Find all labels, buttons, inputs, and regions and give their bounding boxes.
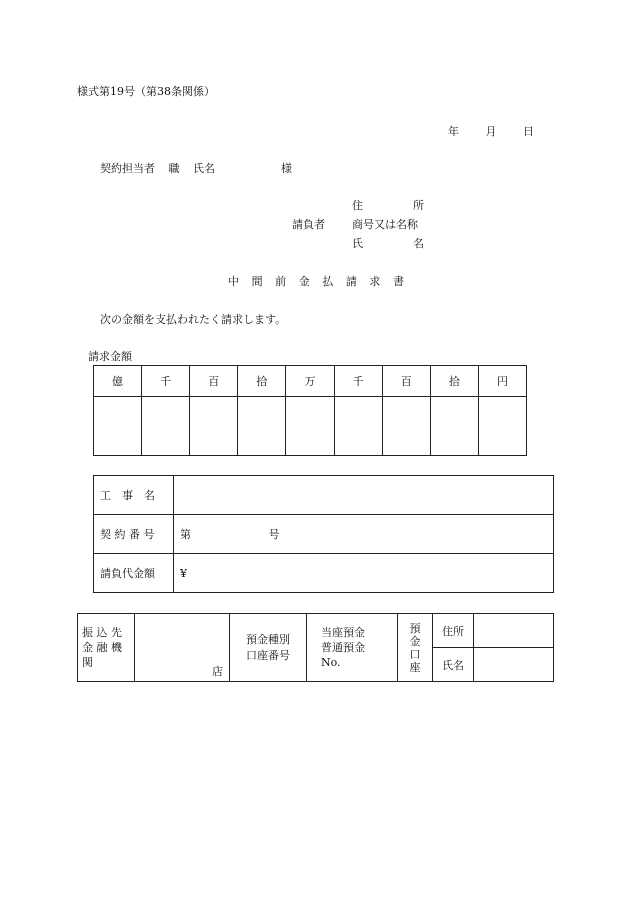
yen-symbol: ¥ [180,566,187,580]
amount-cell[interactable] [286,397,334,456]
unit-man: 万 [286,366,334,397]
address-char-1: 住 [352,199,363,212]
date-day: 日 [523,125,534,138]
deposit-kind-cell[interactable] [307,614,398,682]
addressee-line [100,160,215,176]
account-number-label: No. [321,656,341,669]
addressee-name: 氏名 [193,162,215,175]
contract-number-field[interactable] [174,515,554,554]
unit-oku: 億 [94,366,142,397]
holder-address-label: 住所 [433,614,474,648]
deposit-kind-line: 普通預金 [321,641,365,654]
contract-prefix: 第 [180,528,191,541]
account-type-line: 預金種別 [246,632,290,646]
contract-amount-label: 請負代金額 [94,554,174,593]
institution-label [78,614,135,682]
work-name-label: 工 事 名 [94,476,174,515]
contract-amount-field[interactable] [174,554,554,593]
date-year: 年 [448,125,459,138]
contract-info-table [93,475,554,593]
date-month: 月 [485,125,497,138]
holder-name-label: 氏名 [433,648,474,682]
unit-hyaku: 百 [382,366,430,397]
contractor-address-label [352,197,424,213]
unit-sen: 千 [334,366,382,397]
holder-char: 預 [409,621,421,635]
contract-number-label: 契 約 番 号 [94,515,174,554]
contractor-role: 請負者 [292,218,325,231]
amount-cell[interactable] [430,397,478,456]
title-char: 中 [228,275,239,288]
amount-cell[interactable] [238,397,286,456]
deposit-kind-line: 当座預金 [321,626,365,639]
title-char: 請 [345,275,357,288]
branch-label: 店 [212,665,223,678]
title-char: 書 [392,275,404,288]
addressee-label: 契約担当者 [100,162,155,175]
institution-field[interactable] [135,614,230,682]
institution-line: 金 融 機 [82,641,122,654]
amount-cell[interactable] [190,397,238,456]
account-type-label [230,614,307,682]
holder-name-field[interactable] [474,648,554,682]
amount-cell[interactable] [478,397,526,456]
form-number: 様式第19号（第38条関係） [77,85,215,98]
institution-line: 振 込 先 [82,626,122,639]
amount-table [93,365,527,456]
work-name-field[interactable] [174,476,554,515]
amount-cell[interactable] [94,397,142,456]
name-char-2: 名 [413,237,424,250]
contractor-name-label [352,235,424,251]
amount-cell[interactable] [334,397,382,456]
amount-cell[interactable] [382,397,430,456]
title-char: 前 [275,275,287,288]
holder-char: 金 [409,634,421,648]
unit-juu: 拾 [430,366,478,397]
title-char: 求 [369,275,381,288]
holder-char: 口 [409,647,421,661]
account-holder-label [398,614,433,682]
amount-cell[interactable] [142,397,190,456]
institution-line: 関 [82,656,93,669]
addressee-honorific: 様 [281,162,292,175]
holder-address-field[interactable] [474,614,554,648]
holder-char: 座 [409,660,421,674]
account-type-line: 口座番号 [246,648,290,662]
unit-en: 円 [478,366,526,397]
unit-juu: 拾 [238,366,286,397]
title-char: 金 [298,275,310,288]
unit-sen: 千 [142,366,190,397]
addressee-title: 職 [168,162,180,175]
request-sentence: 次の金額を支払われたく請求します。 [100,313,287,326]
contract-suffix: 号 [268,528,280,541]
address-char-2: 所 [413,199,424,212]
unit-hyaku: 百 [190,366,238,397]
name-char-1: 氏 [352,237,363,250]
title-char: 間 [251,275,263,288]
amount-label: 請求金額 [88,350,132,363]
contractor-company-label: 商号又は名称 [352,218,418,231]
date-line [448,123,534,139]
title-char: 払 [322,275,334,288]
document-title [228,273,404,289]
bank-table [77,613,554,682]
